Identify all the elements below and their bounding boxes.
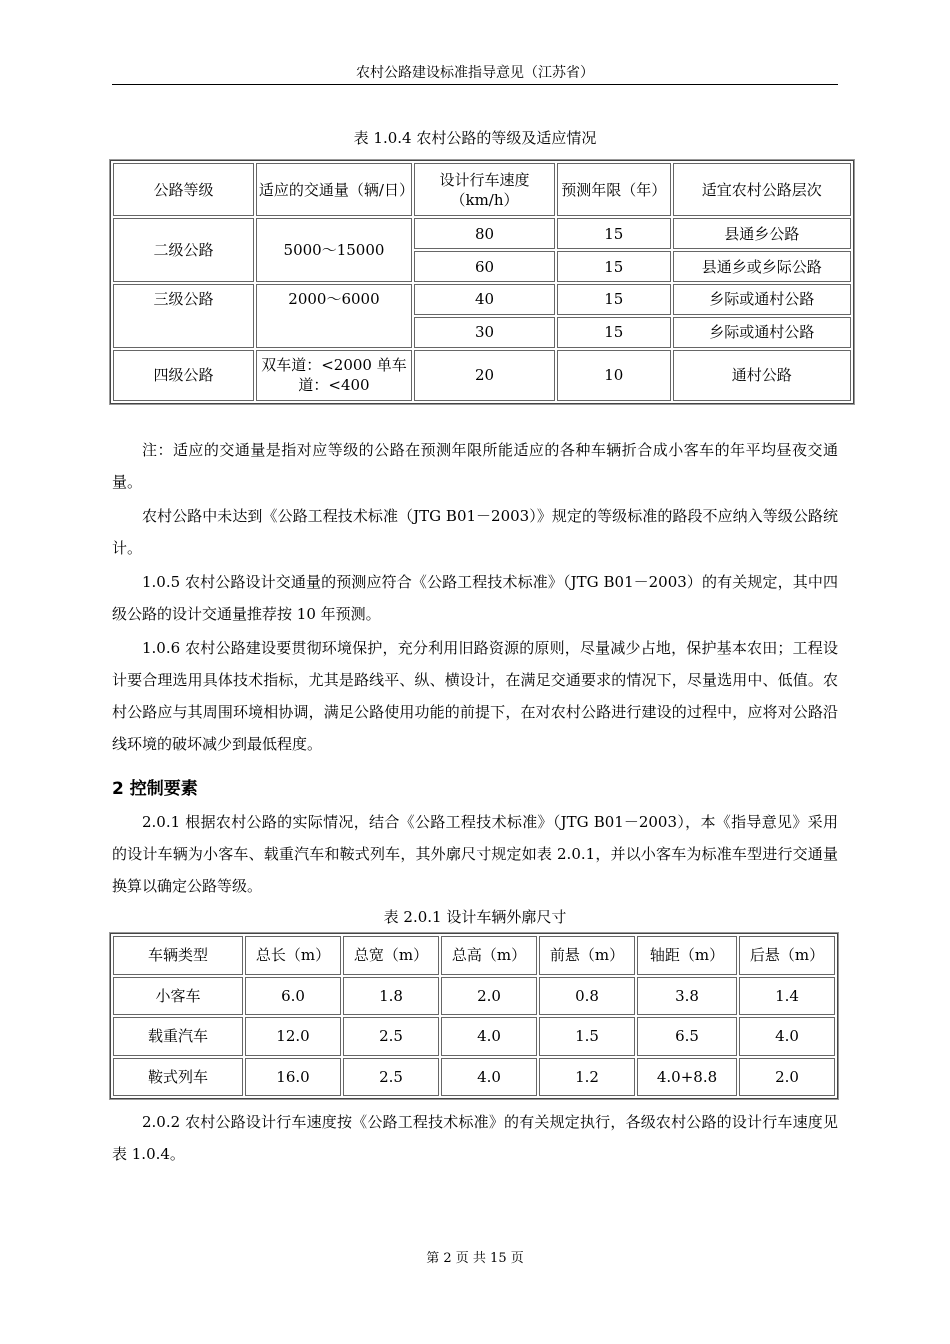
page-number: 第 2 页 共 15 页: [426, 1251, 524, 1266]
years-cell: 15: [557, 284, 671, 315]
table-cell: 4.0: [739, 1017, 835, 1056]
table-cell: 12.0: [245, 1017, 341, 1056]
table-cell: 6.0: [245, 977, 341, 1016]
table-cell: 2.0: [441, 977, 537, 1016]
table2-header-cell: 总宽（m）: [343, 936, 439, 975]
section-heading: 2 控制要素: [112, 779, 198, 799]
level-cell: 通村公路: [673, 350, 851, 401]
paragraph: 农村公路中未达到《公路工程技术标准（JTG B01－2003）》规定的等级标准的路段不应纳入等级公路统计。: [112, 507, 838, 557]
years-cell: 15: [557, 317, 671, 348]
traffic-cell: 2000～6000: [256, 284, 412, 348]
speed-cell: 60: [414, 251, 555, 282]
table2-header-cell: 轴距（m）: [637, 936, 737, 975]
table-cell: 4.0: [441, 1058, 537, 1097]
header-rule: [112, 84, 838, 85]
table2-caption: 表 2.0.1 设计车辆外廓尺寸: [383, 908, 567, 926]
table1-header-cell: 适应的交通量（辆/日）: [256, 163, 412, 216]
table-cell: 16.0: [245, 1058, 341, 1097]
speed-cell: 20: [414, 350, 555, 401]
vehicle-dimension-table: [110, 933, 838, 1099]
table1-header-cell: 公路等级: [113, 163, 254, 216]
years-cell: 15: [557, 251, 671, 282]
grade-cell: 四级公路: [113, 350, 254, 401]
table-cell: 1.5: [539, 1017, 635, 1056]
table-cell: 小客车: [113, 977, 243, 1016]
table2-header-cell: 总高（m）: [441, 936, 537, 975]
table-cell: 4.0+8.8: [637, 1058, 737, 1097]
table-row: [113, 350, 851, 401]
level-cell: 乡际或通村公路: [673, 317, 851, 348]
table2-header-cell: 前悬（m）: [539, 936, 635, 975]
table-row: [113, 284, 851, 315]
table-cell: 1.2: [539, 1058, 635, 1097]
table-cell: 2.0: [739, 1058, 835, 1097]
table-cell: 载重汽车: [113, 1017, 243, 1056]
table2-header-cell: 总长（m）: [245, 936, 341, 975]
table1-caption: 表 1.0.4 农村公路的等级及适应情况: [353, 129, 597, 147]
years-cell: 15: [557, 218, 671, 249]
grade-cell: 三级公路: [113, 284, 254, 348]
table-cell: 0.8: [539, 977, 635, 1016]
speed-cell: 40: [414, 284, 555, 315]
level-cell: 县通乡公路: [673, 218, 851, 249]
traffic-cell: 双车道：<2000 单车道：<400: [256, 350, 412, 401]
table-row: [113, 1058, 835, 1097]
table-row: [113, 977, 835, 1016]
paragraph-1-0-6: 1.0.6 农村公路建设要贯彻环境保护，充分利用旧路资源的原则，尽量减少占地，保护基本农田；工程设计要合理选用具体技术指标，尤其是路线平、纵、横设计，在满足交通要求的情况下，尽量选用中、低值。农村公路应与其周围环境相协调，满足公路使用功能的前提下，在对农村公路进行建设的过程中，应将对公路沿线环境的破坏减少到最低程度。: [112, 639, 838, 753]
table-cell: 鞍式列车: [113, 1058, 243, 1097]
table-row: [113, 936, 835, 975]
table-cell: 6.5: [637, 1017, 737, 1056]
speed-cell: 80: [414, 218, 555, 249]
note-paragraph: 注：适应的交通量是指对应等级的公路在预测年限所能适应的各种车辆折合成小客车的年平均昼夜交通量。: [112, 441, 838, 491]
table-cell: 1.4: [739, 977, 835, 1016]
level-cell: 乡际或通村公路: [673, 284, 851, 315]
table-row: [113, 218, 851, 249]
table-cell: 2.5: [343, 1017, 439, 1056]
table2-header-cell: 车辆类型: [113, 936, 243, 975]
table1-header-cell: 设计行车速度（km/h）: [414, 163, 555, 216]
paragraph-2-0-2: 2.0.2 农村公路设计行车速度按《公路工程技术标准》的有关规定执行，各级农村公路的设计行车速度见表 1.0.4。: [112, 1113, 838, 1163]
table-cell: 1.8: [343, 977, 439, 1016]
table-cell: 3.8: [637, 977, 737, 1016]
page-header-title: 农村公路建设标准指导意见（江苏省）: [356, 65, 594, 81]
speed-cell: 30: [414, 317, 555, 348]
years-cell: 10: [557, 350, 671, 401]
paragraph-2-0-1: 2.0.1 根据农村公路的实际情况，结合《公路工程技术标准》（JTG B01－2003），本《指导意见》采用的设计车辆为小客车、载重汽车和鞍式列车，其外廓尺寸规定如表 2.0.1，并以小客车为标准车型进行交通量换算以确定公路等级。: [112, 813, 838, 895]
table-cell: 4.0: [441, 1017, 537, 1056]
table1-header-cell: 预测年限（年）: [557, 163, 671, 216]
table2-header-cell: 后悬（m）: [739, 936, 835, 975]
table-row: [113, 1017, 835, 1056]
road-grade-table: [110, 160, 854, 404]
table1-header-cell: 适宜农村公路层次: [673, 163, 851, 216]
table-cell: 2.5: [343, 1058, 439, 1097]
level-cell: 县通乡或乡际公路: [673, 251, 851, 282]
traffic-cell: 5000～15000: [256, 218, 412, 282]
grade-cell: 二级公路: [113, 218, 254, 282]
paragraph-1-0-5: 1.0.5 农村公路设计交通量的预测应符合《公路工程技术标准》（JTG B01－2003）的有关规定，其中四级公路的设计交通量推荐按 10 年预测。: [112, 573, 838, 623]
